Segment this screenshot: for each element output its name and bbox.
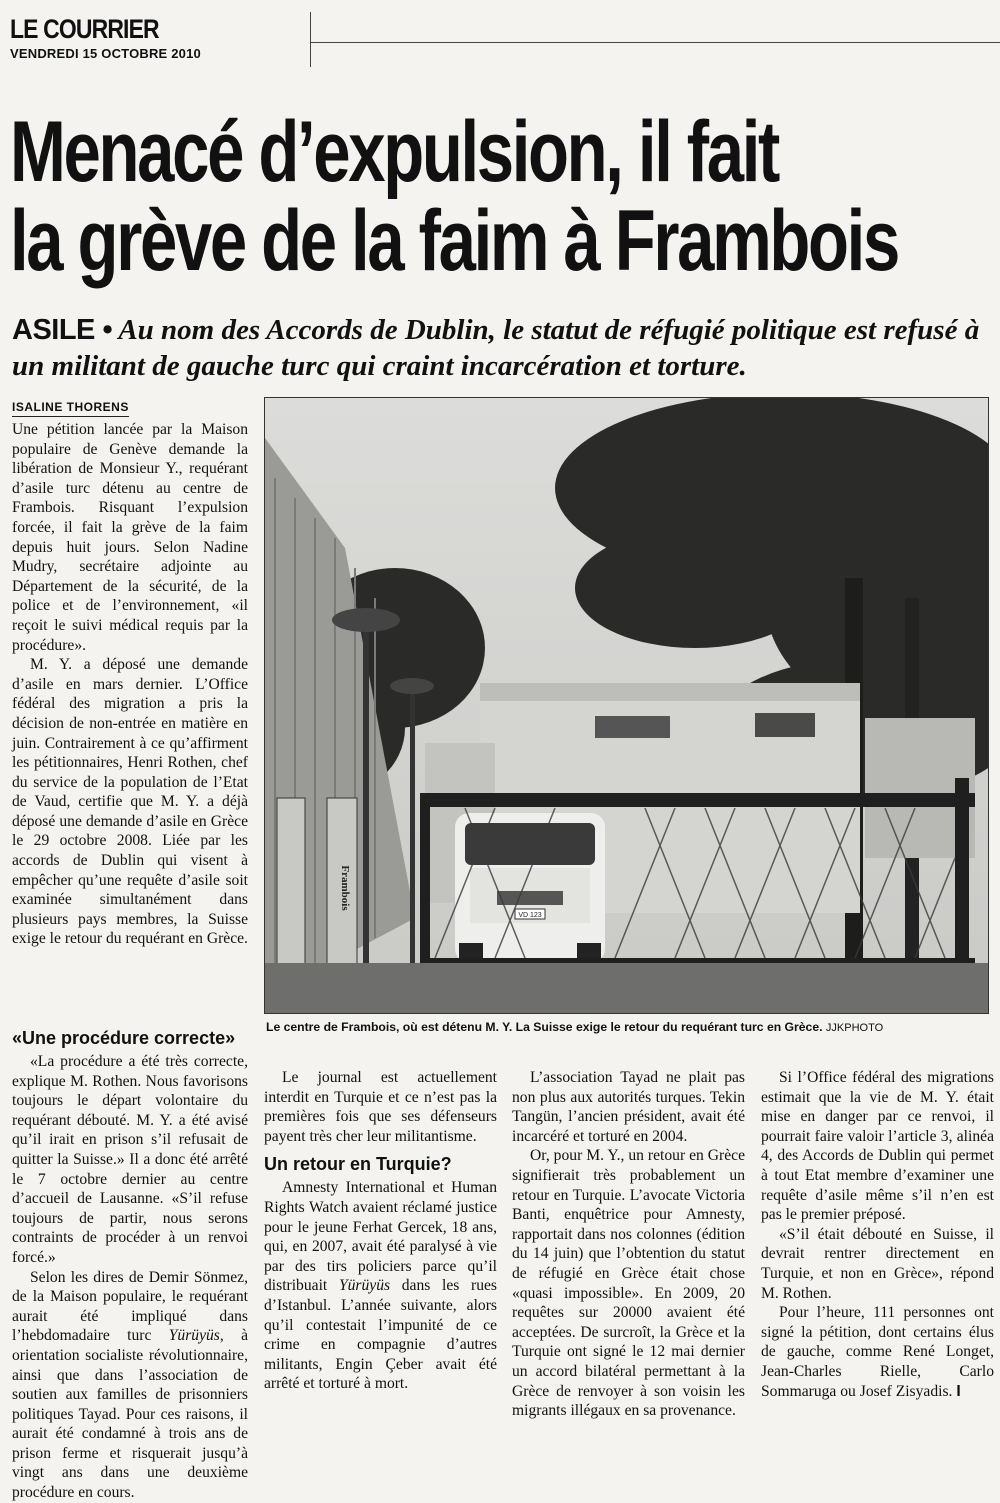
white-van [455,813,605,968]
headline [10,104,898,289]
headline-line-1: Menacé d’expulsion, il fait [10,104,779,200]
paragraph: L’association Tayad ne plait pas non plus aux autorités turques. Tekin Tangün, l’ancien président, avait été incarcéré et torturé en 2004. [512,1069,745,1145]
paragraph: Une pétition lancée par la Maison populaire de Genève demande la libération de Monsieur Y., requérant d’asile turc détenu au centre de Frambois. Risquant l’expulsion forcée, il fait la grève de la faim depuis huit jours. Selon Nadine Mudry, secrétaire adjointe au Département de la sécurité, de la police et de l’environnement, «il reçoit le suivi médical requis par la procédure». [12,421,248,654]
publication-name: Yürüyüs [168,1327,220,1345]
paragraph: Le journal est actuellement interdit en Turquie et ce n’est pas la premières fois que ses défenseurs payent très cher leur militantisme. [264,1069,497,1145]
paragraph-text: , à orientation socialiste révolutionnaire, ainsi que dans l’association de soutien aux familles de prisonniers politiques Tayad. Pour ces raisons, il aurait été condamné à trois ans de prison ferme et risquerait jusqu’à vingt ans dans une deuxième procédure en cours. [12,1327,249,1502]
deck [12,312,997,384]
paragraph: Or, pour M. Y., un retour en Grèce signifierait très probablement un retour en Turquie. L’avocate Victoria Banti, enquêtrice pour Amnesty, rapportait dans nos colonnes (édition du 14 juin) que l’obtention du statut de réfugié en Grèce était chose «quasi impossible». En 2009, 20 requêtes sur 20000 avaient été acceptées. De surcroît, la Grèce et la Turquie ont signé le 12 mai dernier un accord bilatéral permettant à la Grèce de renvoyer à son voisin les migrants illégaux en sa provenance. [512,1147,745,1420]
paragraph: M. Y. a déposé une demande d’asile en mars dernier. L’Office fédéral des migration a pris la décision de non-entrée en matière en juin. Contrairement à ce qu’affirment les pétitionnaires, Henri Rothen, chef du service de la population de l’Etat de Vaud, certifie que M. Y. a déjà déposé une demande d’asile en Grèce le 29 octobre 2008. Liée par les accords de Dublin qui visent à empêcher qu’une requête d’asile soit examinée simultanément dans plusieurs pays membres, la Suisse exige le retour du requérant en Grèce. [12,656,248,948]
newspaper-name: LE COURRIER [10,14,159,44]
end-mark: I [956,1382,961,1400]
article-column-2 [264,1068,497,1394]
subheading: Un retour en Turquie? [264,1154,452,1175]
caption-text: Le centre de Frambois, où est détenu M. Y. La Suisse exige le retour du requérant turc en Grèce. [266,1020,823,1034]
deck-text: Au nom des Accords de Dublin, le statut de réfugié politique est refusé à un militant de gauche turc qui craint incarcération et torture. [12,314,980,382]
article-column-1 [12,420,248,949]
paragraph-text: Pour l’heure, 111 personnes ont signé la pétition, dont certains élus de gauche, comme René Longet, Jean-Charles Rielle, Carlo Sommaruga ou Josef Zisyadis. [761,1304,994,1400]
article-column-1-lower [12,1020,248,1503]
paragraph-text: Selon les dires de Demir Sönmez, de la Maison populaire, le requérant aurait été impliqué dans l’hebdomadaire turc [12,1268,248,1345]
photo-illustration [265,398,989,1014]
publication-name: Yürüyüs [338,1277,391,1295]
paragraph-text: Amnesty International et Human Rights Watch avaient réclamé justice pour le jeune Ferhat Gercek, 18 ans, qui, en 2007, avait été paralysé à vie par des tirs policiers parce qu’il distribuait [264,1179,497,1295]
frambois-sign: Frambois [339,865,351,911]
paragraph [264,1178,497,1394]
article-column-4 [761,1068,994,1401]
paragraph [761,1303,994,1401]
article-column-3 [512,1068,745,1421]
section-kicker: ASILE • [12,314,113,346]
paragraph [12,1268,248,1503]
paragraph: «S’il était débouté en Suisse, il devrait rentrer directement en Turquie, et non en Grèce», répond M. Rothen. [761,1225,994,1302]
masthead-divider [310,12,311,67]
byline: ISALINE THORENS [12,400,129,417]
photo-credit: JJKPHOTO [825,1022,884,1034]
subheading: «Une procédure correcte» [12,1028,236,1048]
headline-line-2: la grève de la faim à Frambois [10,193,898,289]
license-plate: VD 123 [518,912,542,919]
photo-caption [266,1020,996,1034]
paragraph: Si l’Office fédéral des migrations estimait que la vie de M. Y. était mise en danger par ce renvoi, il pourrait faire valoir l’article 3, alinéa 4, des Accords de Dublin qui permet à tout Etat membre d’examiner une requête d’asile même s’il n’en est pas le premier préposé. [761,1069,994,1224]
header-rule [310,42,1000,43]
article-photo [264,397,989,1014]
issue-date: VENDREDI 15 OCTOBRE 2010 [10,46,201,61]
paragraph: «La procédure a été très correcte, explique M. Rothen. Nous favorisons toujours le départ volontaire du requérant débouté. M. Y. a été avisé qu’il irait en prison s’il refusait de quitter la Suisse.» Il a donc été arrêté le 7 octobre dernier au centre d’accueil de Lausanne. «S’il refuse toujours de partir, nous serons contraints de procéder à un renvoi forcé.» [12,1053,248,1266]
masthead [10,14,201,61]
paragraph-text: dans les rues d’Istanbul. L’année suivante, alors qu’il contestait l’impunité de ce crime en compagnie d’autres militants, Engin Çeber avait été arrêté et torturé à mort. [264,1277,497,1393]
